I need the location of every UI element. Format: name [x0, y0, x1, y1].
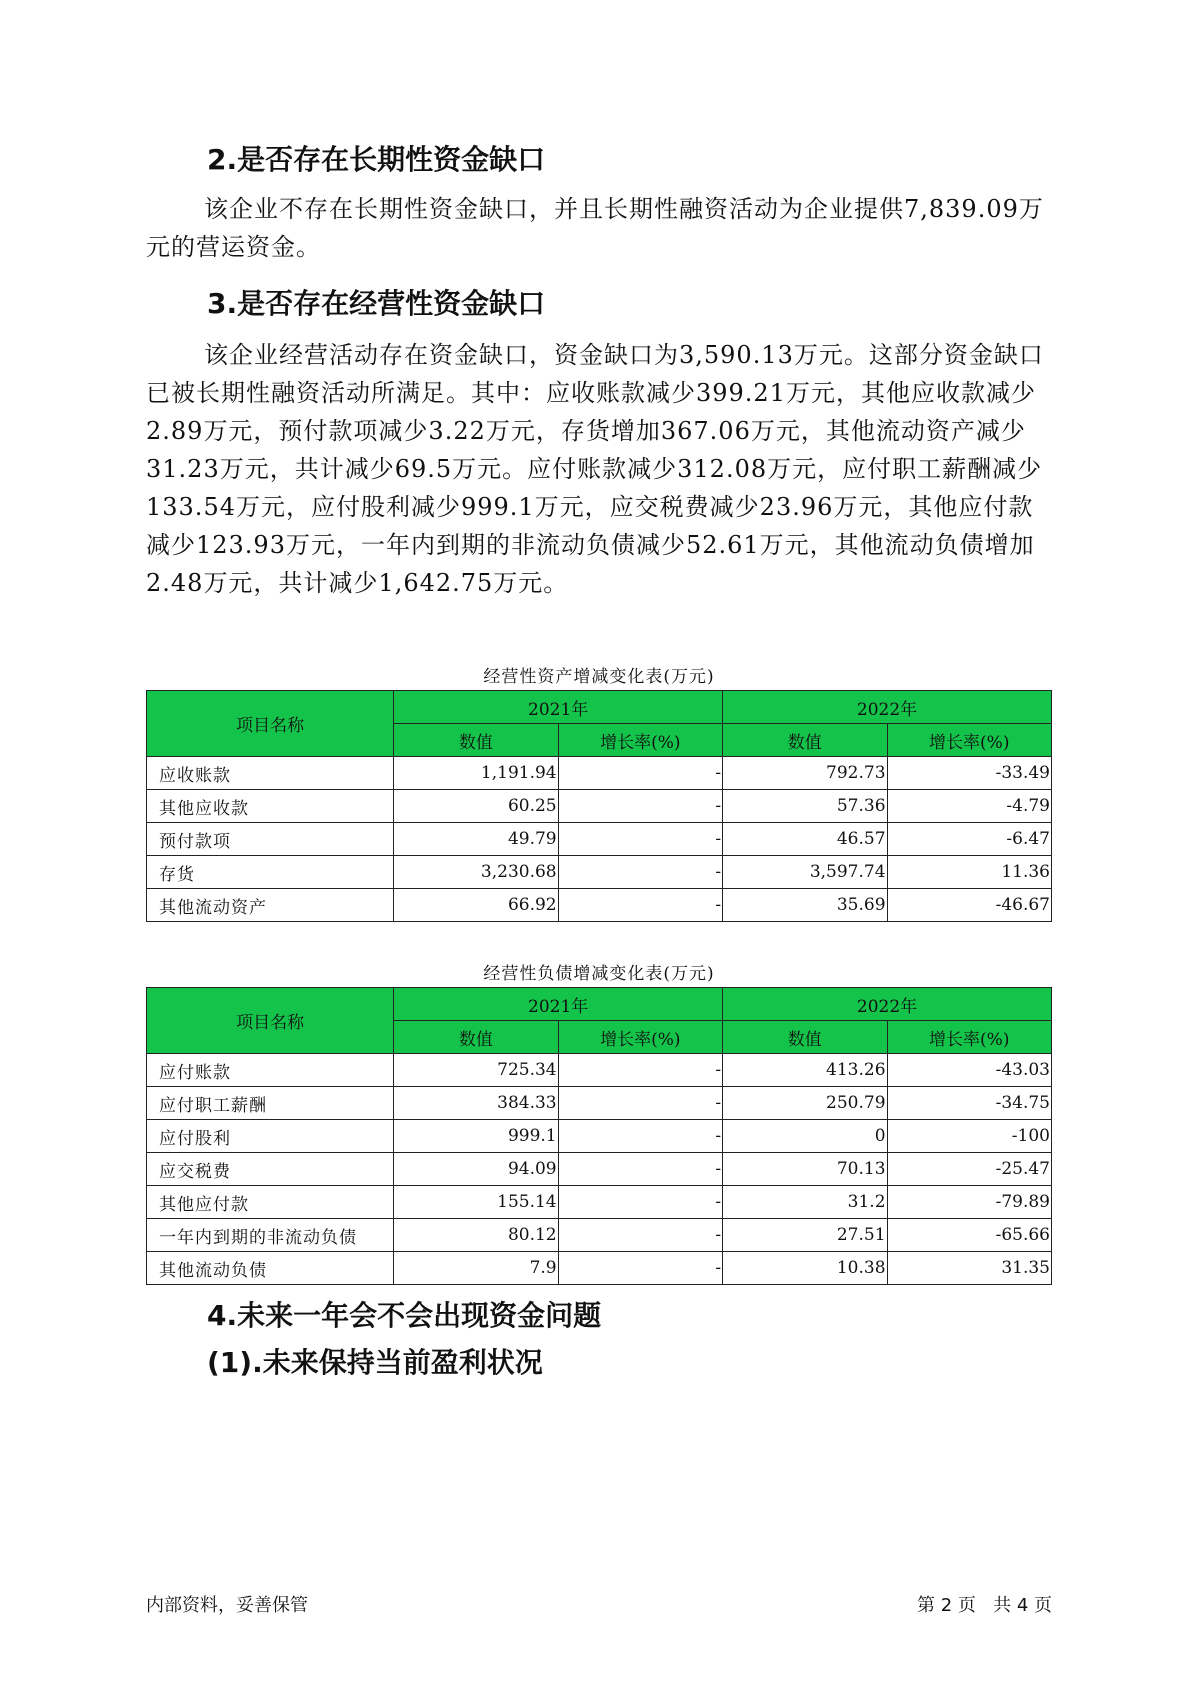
row-item-name: 预付款项: [147, 823, 394, 856]
section-heading-future-funding: 4.未来一年会不会出现资金问题: [207, 1299, 602, 1332]
row-item-name: 应付职工薪酬: [147, 1087, 394, 1120]
cell-value-2021: 999.1: [394, 1120, 558, 1153]
cell-rate-2021: -: [558, 1120, 722, 1153]
table-row: [147, 757, 1052, 790]
header-year-2021: 2021年: [394, 691, 723, 724]
table-row: [147, 1219, 1052, 1252]
cell-value-2022: 3,597.74: [723, 856, 887, 889]
cell-value-2021: 7.9: [394, 1252, 558, 1285]
cell-value-2022: 792.73: [723, 757, 887, 790]
row-item-name: 其他应收款: [147, 790, 394, 823]
row-item-name: 其他流动资产: [147, 889, 394, 922]
table-operating-assets: [146, 690, 1052, 922]
cell-rate-2021: -: [558, 1219, 722, 1252]
cell-value-2021: 384.33: [394, 1087, 558, 1120]
paragraph-long-term-gap: 该企业不存在长期性资金缺口，并且长期性融资活动为企业提供7,839.09万元的营运资金。: [146, 195, 1044, 261]
cell-value-2021: 66.92: [394, 889, 558, 922]
header-growth-rate: 增长率(%): [887, 724, 1051, 757]
row-item-name: 一年内到期的非流动负债: [147, 1219, 394, 1252]
header-item-name: 项目名称: [147, 988, 394, 1054]
cell-value-2021: 155.14: [394, 1186, 558, 1219]
row-item-name: 应付账款: [147, 1054, 394, 1087]
header-growth-rate: 增长率(%): [887, 1021, 1051, 1054]
cell-value-2021: 49.79: [394, 823, 558, 856]
cell-value-2021: 80.12: [394, 1219, 558, 1252]
cell-rate-2022: 11.36: [887, 856, 1051, 889]
cell-rate-2021: -: [558, 1186, 722, 1219]
cell-rate-2022: -79.89: [887, 1186, 1051, 1219]
header-growth-rate: 增长率(%): [558, 1021, 722, 1054]
section-heading-long-term-gap: 2.是否存在长期性资金缺口: [207, 143, 546, 176]
cell-rate-2021: -: [558, 1054, 722, 1087]
header-value: 数值: [394, 724, 558, 757]
cell-value-2021: 3,230.68: [394, 856, 558, 889]
cell-value-2021: 1,191.94: [394, 757, 558, 790]
cell-value-2022: 70.13: [723, 1153, 887, 1186]
cell-rate-2021: -: [558, 790, 722, 823]
cell-rate-2022: -6.47: [887, 823, 1051, 856]
header-value: 数值: [394, 1021, 558, 1054]
header-growth-rate: 增长率(%): [558, 724, 722, 757]
cell-rate-2022: -43.03: [887, 1054, 1051, 1087]
cell-rate-2022: 31.35: [887, 1252, 1051, 1285]
table-row: [147, 1120, 1052, 1153]
cell-value-2022: 27.51: [723, 1219, 887, 1252]
cell-rate-2022: -33.49: [887, 757, 1051, 790]
cell-rate-2022: -65.66: [887, 1219, 1051, 1252]
row-item-name: 应付股利: [147, 1120, 394, 1153]
table-row: [147, 1252, 1052, 1285]
cell-value-2022: 10.38: [723, 1252, 887, 1285]
header-value: 数值: [723, 1021, 887, 1054]
cell-value-2022: 46.57: [723, 823, 887, 856]
table-row: [147, 823, 1052, 856]
cell-rate-2022: -4.79: [887, 790, 1051, 823]
cell-rate-2021: -: [558, 757, 722, 790]
table-row: [147, 856, 1052, 889]
sub-heading-current-profit: (1).未来保持当前盈利状况: [207, 1346, 543, 1379]
cell-rate-2021: -: [558, 889, 722, 922]
cell-value-2022: 57.36: [723, 790, 887, 823]
cell-value-2021: 94.09: [394, 1153, 558, 1186]
cell-value-2022: 250.79: [723, 1087, 887, 1120]
header-item-name: 项目名称: [147, 691, 394, 757]
row-item-name: 其他应付款: [147, 1186, 394, 1219]
cell-rate-2021: -: [558, 1087, 722, 1120]
header-year-2021: 2021年: [394, 988, 723, 1021]
footer-page-number: 第 2 页 共 4 页: [917, 1595, 1052, 1616]
cell-rate-2021: -: [558, 1153, 722, 1186]
cell-rate-2022: -46.67: [887, 889, 1051, 922]
header-year-2022: 2022年: [723, 988, 1052, 1021]
table-row: [147, 790, 1052, 823]
cell-rate-2021: -: [558, 1252, 722, 1285]
cell-value-2022: 413.26: [723, 1054, 887, 1087]
cell-rate-2022: -100: [887, 1120, 1051, 1153]
row-item-name: 应收账款: [147, 757, 394, 790]
row-item-name: 其他流动负债: [147, 1252, 394, 1285]
cell-value-2021: 60.25: [394, 790, 558, 823]
table-operating-liabilities: [146, 987, 1052, 1285]
cell-rate-2021: -: [558, 823, 722, 856]
table-row: [147, 1186, 1052, 1219]
row-item-name: 存货: [147, 856, 394, 889]
header-value: 数值: [723, 724, 887, 757]
table-row: [147, 1153, 1052, 1186]
table-row: [147, 1054, 1052, 1087]
table-caption-liabilities: 经营性负债增减变化表(万元): [483, 964, 715, 984]
cell-value-2022: 0: [723, 1120, 887, 1153]
table-caption-assets: 经营性资产增减变化表(万元): [483, 667, 715, 687]
header-year-2022: 2022年: [723, 691, 1052, 724]
footer-confidential-note: 内部资料，妥善保管: [146, 1595, 308, 1616]
cell-value-2022: 31.2: [723, 1186, 887, 1219]
cell-value-2021: 725.34: [394, 1054, 558, 1087]
row-item-name: 应交税费: [147, 1153, 394, 1186]
section-heading-operating-gap: 3.是否存在经营性资金缺口: [207, 287, 546, 320]
cell-value-2022: 35.69: [723, 889, 887, 922]
table-row: [147, 1087, 1052, 1120]
paragraph-operating-gap: 该企业经营活动存在资金缺口，资金缺口为3,590.13万元。这部分资金缺口已被长期性融资活动所满足。其中：应收账款减少399.21万元，其他应收款减少2.89万元，预付款项减少3.22万元，存货增加367.06万元，其他流动资产减少31.23万元，共计减少69.5万元。应付账款减少312.08万元，应付职工薪酬减少133.54万元，应付股利减少999.1万元，应交税费减少23.96万元，其他应付款减少123.93万元，一年内到期的非流动负债减少52.61万元，其他流动负债增加2.48万元，共计减少1,642.75万元。: [146, 341, 1044, 597]
table-row: [147, 889, 1052, 922]
cell-rate-2021: -: [558, 856, 722, 889]
cell-rate-2022: -25.47: [887, 1153, 1051, 1186]
cell-rate-2022: -34.75: [887, 1087, 1051, 1120]
